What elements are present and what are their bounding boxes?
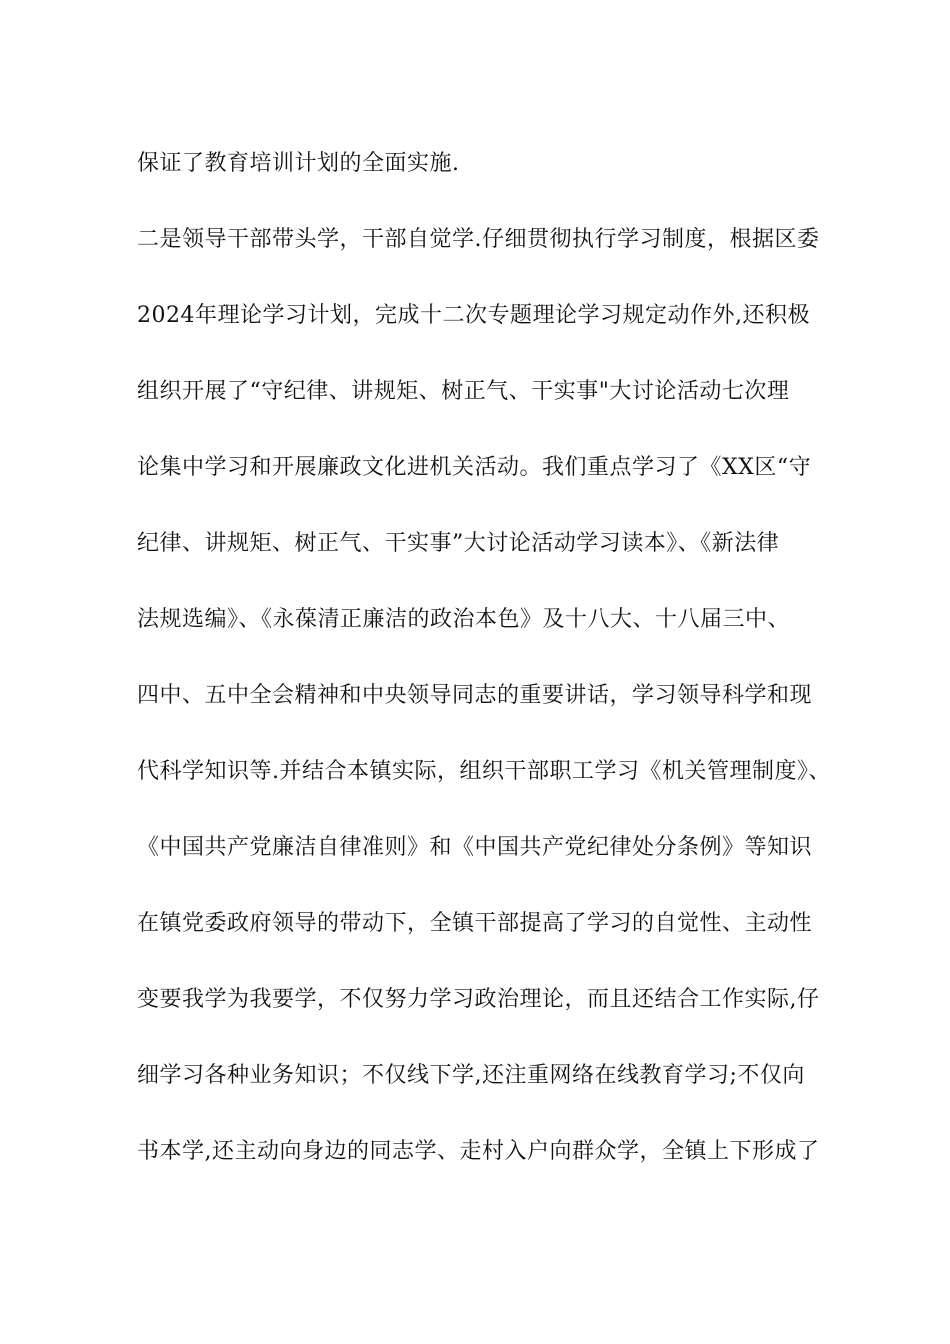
text-line: 四中、五中全会精神和中央领导同志的重要讲话，学习领导科学和现 xyxy=(137,683,813,708)
text-line: 细学习各种业务知识；不仅线下学,还注重网络在线教育学习;不仅向 xyxy=(137,1063,805,1088)
text-line: 变要我学为我要学，不仅努力学习政治理论，而且还结合工作实际,仔 xyxy=(137,987,820,1012)
text-line: 保证了教育培训计划的全面实施. xyxy=(137,151,460,176)
text-line: 法规选编》、《永葆清正廉洁的政治本色》及十八大、十八届三中、 xyxy=(137,607,791,632)
text-line: 2024年理论学习计划，完成十二次专题理论学习规定动作外,还积极 xyxy=(137,303,810,328)
text-line: 《中国共产党廉洁自律准则》和《中国共产党纪律处分条例》等知识 xyxy=(137,835,813,860)
text-line: 二是领导干部带头学，干部自觉学.仔细贯彻执行学习制度，根据区委 xyxy=(137,227,820,252)
body-text xyxy=(137,138,837,1202)
text-line: 纪律、讲规矩、树正气、干实事”大讨论活动学习读本》、《新法律 xyxy=(137,531,780,556)
text-line: 论集中学习和开展廉政文化进机关活动。我们重点学习了《XX区“守 xyxy=(137,455,812,480)
text-line: 组织开展了“守纪律、讲规矩、树正气、干实事"大讨论活动七次理 xyxy=(137,379,790,404)
text-line: 在镇党委政府领导的带动下，全镇干部提高了学习的自觉性、主动性 xyxy=(137,911,813,936)
text-line: 书本学,还主动向身边的同志学、走村入户向群众学，全镇上下形成了 xyxy=(137,1139,820,1164)
text-line: 代科学知识等.并结合本镇实际，组织干部职工学习《机关管理制度》、 xyxy=(137,759,831,784)
